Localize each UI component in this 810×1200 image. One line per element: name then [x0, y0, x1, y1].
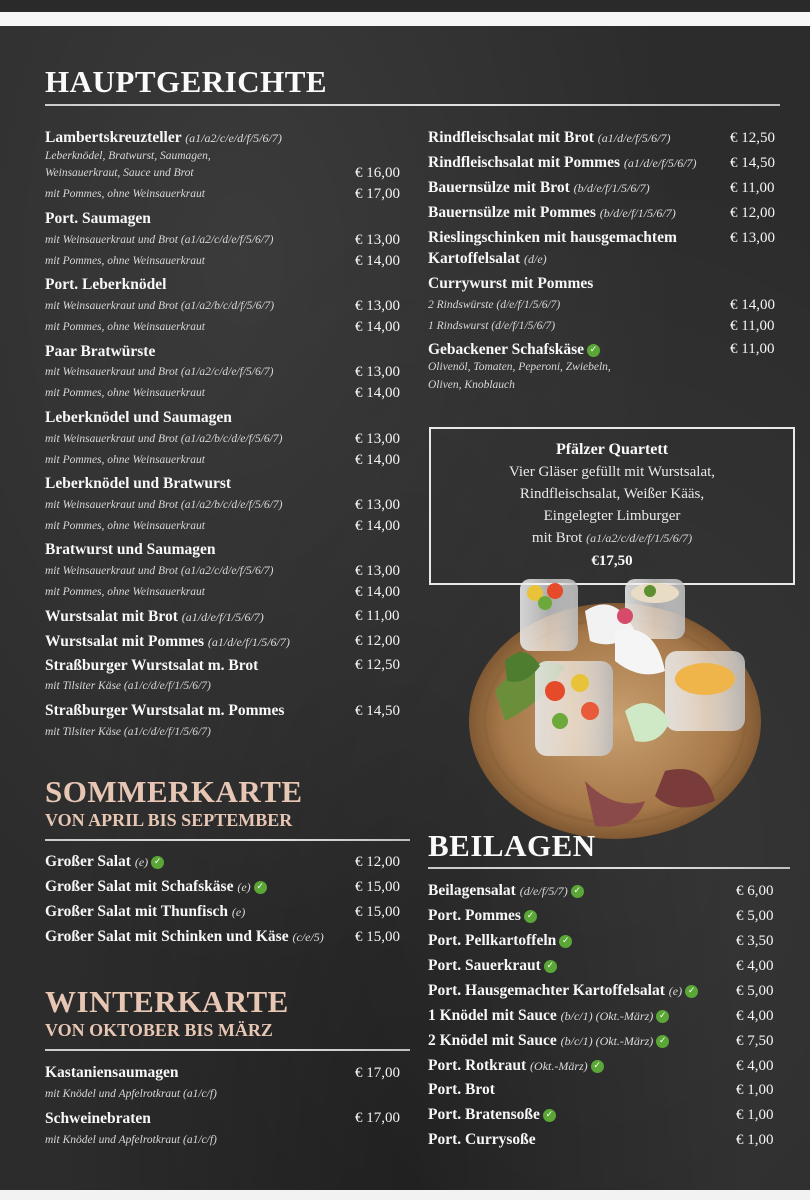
menu-item-name: Kastaniensaumagen	[45, 1064, 179, 1081]
menu-item-name: Bratwurst und Saumagen	[45, 541, 216, 558]
divider	[45, 1049, 410, 1051]
menu-item-price: € 17,00	[355, 186, 400, 202]
menu-item-price: € 1,00	[736, 1132, 774, 1148]
menu-item-desc: mit Knödel und Apfelrotkraut (a1/c/f)	[45, 1134, 217, 1146]
menu-item-name: Gebackener Schafskäse ✓	[428, 341, 600, 359]
menu-item-price: € 5,00	[736, 983, 774, 999]
veg-leaf-icon: ✓	[544, 960, 557, 973]
menu-item-price: € 14,50	[355, 703, 400, 719]
menu-item-price: € 15,00	[355, 879, 400, 895]
veg-leaf-icon: ✓	[571, 885, 584, 898]
menu-item-desc: mit Weinsauerkraut und Brot (a1/a2/b/c/d/f/5/6/7)	[45, 300, 275, 312]
menu-item-name: Leberknödel und Saumagen	[45, 409, 232, 426]
quartett-price: €17,50	[591, 553, 633, 569]
menu-item-desc: mit Pommes, ohne Weinsauerkraut	[45, 454, 205, 466]
menu-item-price: € 13,00	[355, 298, 400, 314]
menu-item-name: Wurstsalat mit Brot (a1/d/e/f/1/5/6/7)	[45, 608, 264, 625]
menu-item-name: Großer Salat mit Schafskäse (e) ✓	[45, 878, 267, 896]
menu-item-name: Großer Salat (e) ✓	[45, 853, 164, 871]
menu-item-price: € 12,50	[355, 657, 400, 673]
menu-item-price: € 4,00	[736, 1008, 774, 1024]
menu-item-price: € 13,00	[730, 230, 775, 246]
divider	[45, 104, 780, 106]
menu-item-name: Großer Salat mit Thunfisch (e)	[45, 903, 246, 920]
section-title-beilagen: BEILAGEN	[428, 828, 596, 863]
menu-item-price: € 17,00	[355, 1065, 400, 1081]
menu-item-desc: mit Tilsiter Käse (a1/c/d/e/f/1/5/6/7)	[45, 680, 211, 692]
menu-item-price: € 5,00	[736, 908, 774, 924]
menu-item-desc: Oliven, Knoblauch	[428, 379, 515, 391]
divider	[428, 867, 790, 869]
menu-item-name: Port. Bratensoße ✓	[428, 1106, 556, 1124]
top-strip	[0, 12, 810, 26]
menu-item-name: Straßburger Wurstsalat m. Brot	[45, 657, 259, 674]
menu-item-name: Leberknödel und Bratwurst	[45, 475, 232, 492]
divider	[45, 839, 410, 841]
menu-item-price: € 7,50	[736, 1033, 774, 1049]
menu-item-price: € 13,00	[355, 563, 400, 579]
menu-item-name: Wurstsalat mit Pommes (a1/d/e/f/1/5/6/7)	[45, 633, 290, 650]
section-subtitle-sommerkarte: VON APRIL BIS SEPTEMBER	[45, 810, 293, 830]
menu-item-desc: mit Pommes, ohne Weinsauerkraut	[45, 586, 205, 598]
menu-item-price: € 11,00	[730, 180, 775, 196]
veg-leaf-icon: ✓	[587, 344, 600, 357]
section-title-sommerkarte: SOMMERKARTE	[45, 774, 303, 809]
menu-item-name: Port. Pellkartoffeln ✓	[428, 932, 572, 950]
menu-item-name: Bauernsülze mit Pommes (b/d/e/f/1/5/6/7)	[428, 204, 676, 221]
menu-item-price: € 14,00	[730, 297, 775, 313]
menu-item-desc: Olivenöl, Tomaten, Peperoni, Zwiebeln,	[428, 361, 611, 373]
veg-leaf-icon: ✓	[685, 985, 698, 998]
menu-item-name: Großer Salat mit Schinken und Käse (c/e/5)	[45, 928, 324, 945]
menu-item-desc: mit Knödel und Apfelrotkraut (a1/c/f)	[45, 1088, 217, 1100]
menu-item-price: € 17,00	[355, 1110, 400, 1126]
menu-item-name: Lambertskreuzteller (a1/a2/c/e/d/f/5/6/7)	[45, 129, 282, 146]
menu-item-price: € 13,00	[355, 497, 400, 513]
menu-item-name: Beilagensalat (d/e/f/5/7) ✓	[428, 882, 584, 900]
veg-leaf-icon: ✓	[591, 1060, 604, 1073]
menu-item-desc: mit Weinsauerkraut und Brot (a1/a2/c/d/e/f/5/6/7)	[45, 565, 274, 577]
menu-item-desc: mit Pommes, ohne Weinsauerkraut	[45, 255, 205, 267]
menu-item-price: € 11,00	[730, 318, 775, 334]
quartett-line-code: mit Brot (a1/a2/c/d/e/f/1/5/6/7)	[531, 530, 693, 546]
menu-item-name: Port. Rotkraut (Okt.-März) ✓	[428, 1057, 604, 1075]
menu-item-desc: mit Weinsauerkraut und Brot (a1/a2/b/c/d/e/f/5/6/7)	[45, 499, 283, 511]
menu-item-desc: mit Pommes, ohne Weinsauerkraut	[45, 387, 205, 399]
menu-item-name: Port. Currysoße	[428, 1131, 536, 1148]
menu-item-price: € 12,50	[730, 130, 775, 146]
menu-item-price: € 14,00	[355, 584, 400, 600]
menu-item-desc: Leberknödel, Bratwurst, Saumagen,	[45, 150, 211, 162]
menu-item-desc: mit Pommes, ohne Weinsauerkraut	[45, 520, 205, 532]
bottom-strip	[0, 1190, 810, 1200]
chalkboard-menu	[0, 26, 810, 1190]
menu-item-price: € 3,50	[736, 933, 774, 949]
menu-item-price: € 15,00	[355, 904, 400, 920]
menu-item-desc: mit Weinsauerkraut und Brot (a1/a2/c/d/e/f/5/6/7)	[45, 234, 274, 246]
menu-item-price: € 12,00	[355, 633, 400, 649]
menu-item-name: Rindfleischsalat mit Pommes (a1/d/e/f/5/6/7)	[428, 154, 697, 171]
menu-item-name: Rindfleischsalat mit Brot (a1/d/e/f/5/6/7)	[428, 129, 671, 146]
menu-item-name: Rieslingschinken mit hausgemachtem	[428, 229, 677, 246]
section-title-hauptgerichte: HAUPTGERICHTE	[45, 64, 328, 99]
menu-item-price: € 16,00	[355, 165, 400, 181]
menu-item-name: 2 Knödel mit Sauce (b/c/1) (Okt.-März) ✓	[428, 1032, 669, 1050]
menu-item-desc: mit Tilsiter Käse (a1/c/d/e/f/1/5/6/7)	[45, 726, 211, 738]
menu-item-desc: mit Pommes, ohne Weinsauerkraut	[45, 188, 205, 200]
top-bar	[0, 0, 810, 12]
menu-item-desc: mit Weinsauerkraut und Brot (a1/a2/c/d/e/f/5/6/7)	[45, 366, 274, 378]
veg-leaf-icon: ✓	[656, 1010, 669, 1023]
menu-item-desc: 1 Rindswurst (d/e/f/1/5/6/7)	[428, 320, 556, 332]
menu-item-price: € 1,00	[736, 1082, 774, 1098]
menu-item-price: € 14,00	[355, 319, 400, 335]
menu-item-name: Paar Bratwürste	[45, 343, 156, 360]
menu-item-name-cont: Kartoffelsalat (d/e)	[428, 250, 547, 267]
veg-leaf-icon: ✓	[524, 910, 537, 923]
menu-item-desc: Weinsauerkraut, Sauce und Brot	[45, 167, 194, 179]
menu-item-price: € 12,00	[730, 205, 775, 221]
menu-item-price: € 4,00	[736, 958, 774, 974]
menu-item-price: € 4,00	[736, 1058, 774, 1074]
veg-leaf-icon: ✓	[151, 856, 164, 869]
menu-item-price: € 6,00	[736, 883, 774, 899]
menu-item-price: € 13,00	[355, 431, 400, 447]
menu-item-price: € 1,00	[736, 1107, 774, 1123]
quartett-line: Rindfleischsalat, Weißer Kääs,	[519, 486, 705, 502]
menu-item-price: € 11,00	[355, 608, 400, 624]
menu-item-name: 1 Knödel mit Sauce (b/c/1) (Okt.-März) ✓	[428, 1007, 669, 1025]
menu-item-price: € 13,00	[355, 364, 400, 380]
menu-item-name: Port. Saumagen	[45, 210, 151, 227]
menu-item-price: € 14,00	[355, 452, 400, 468]
menu-item-name: Bauernsülze mit Brot (b/d/e/f/1/5/6/7)	[428, 179, 650, 196]
menu-item-price: € 15,00	[355, 929, 400, 945]
menu-item-price: € 12,00	[355, 854, 400, 870]
menu-item-price: € 14,00	[355, 253, 400, 269]
section-title-winterkarte: WINTERKARTE	[45, 984, 289, 1019]
menu-item-name: Straßburger Wurstsalat m. Pommes	[45, 702, 285, 719]
menu-item-name: Port. Leberknödel	[45, 276, 167, 293]
veg-leaf-icon: ✓	[254, 881, 267, 894]
menu-item-name: Port. Hausgemachter Kartoffelsalat (e) ✓	[428, 982, 698, 1000]
menu-item-price: € 14,00	[355, 385, 400, 401]
quartett-line: Eingelegter Limburger	[543, 508, 681, 524]
quartett-line: Vier Gläser gefüllt mit Wurstsalat,	[508, 464, 716, 480]
menu-item-desc: 2 Rindswürste (d/e/f/1/5/6/7)	[428, 299, 561, 311]
menu-item-desc: mit Weinsauerkraut und Brot (a1/a2/b/c/d/e/f/5/6/7)	[45, 433, 283, 445]
food-platter-image	[465, 571, 765, 846]
section-subtitle-winterkarte: VON OKTOBER BIS MÄRZ	[45, 1020, 273, 1040]
pfaelzer-quartett-box	[429, 427, 795, 585]
quartett-title: Pfälzer Quartett	[555, 441, 669, 458]
menu-item-name: Port. Sauerkraut ✓	[428, 957, 557, 975]
menu-item-name: Schweinebraten	[45, 1110, 151, 1127]
menu-item-name: Port. Brot	[428, 1081, 495, 1098]
menu-item-price: € 11,00	[730, 341, 775, 357]
menu-item-desc: mit Pommes, ohne Weinsauerkraut	[45, 321, 205, 333]
menu-item-price: € 14,00	[355, 518, 400, 534]
veg-leaf-icon: ✓	[656, 1035, 669, 1048]
menu-item-price: € 14,50	[730, 155, 775, 171]
veg-leaf-icon: ✓	[543, 1109, 556, 1122]
veg-leaf-icon: ✓	[559, 935, 572, 948]
menu-item-price: € 13,00	[355, 232, 400, 248]
menu-item-name: Currywurst mit Pommes	[428, 275, 594, 292]
menu-item-name: Port. Pommes ✓	[428, 907, 537, 925]
